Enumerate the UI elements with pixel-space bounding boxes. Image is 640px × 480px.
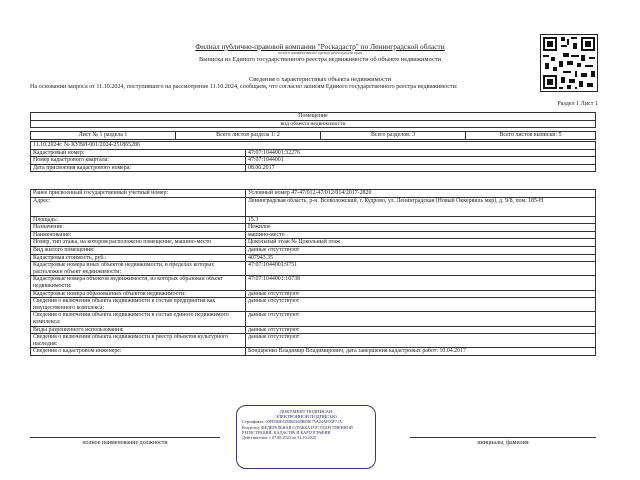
table-row (31, 190, 596, 198)
position-caption: полное наименование должности (82, 440, 168, 446)
basis-text: На основании запроса от 11.10.2024, поступившего на рассмотрение 11.10.2024, сообщаем, что согласно записям Единого государственного реестра недвижимости: (30, 84, 458, 90)
row-value: данные отсутствуют (246, 290, 596, 298)
row-value: Нежилое (246, 224, 596, 232)
total-sections: Всего разделов: 3 (321, 132, 466, 140)
section-title: Сведения о характеристиках объекта недвижимости (248, 76, 392, 83)
row-label: Кадастровые номера образованных объектов недвижимости: (31, 290, 246, 298)
row-label: Сведения о включении объекта недвижимости в состав предприятия как имущественного комплекса: (31, 298, 246, 312)
table-row (31, 197, 596, 216)
table-row (31, 254, 596, 262)
row-label: Сведения о включении объекта недвижимости в состав единого недвижимого комплекса: (31, 312, 246, 326)
row-value: Ленинградская область, р-н. Всеволожский, г. Кудрово, ул. Ленинградская (Новый Оккервиль мкр), д. 9/8, пом. 185-Н (246, 197, 596, 216)
table-row (31, 298, 596, 312)
row-value: данные отсутствуют (246, 312, 596, 326)
org-caption: полное наименование органа регистрации прав (277, 50, 363, 55)
row-label: Кадастровый номер: (31, 149, 246, 157)
table-row (31, 262, 596, 276)
extract-title: Выписка из Единого государственного реестра недвижимости об объекте недвижимости (198, 56, 441, 63)
table-row (31, 334, 596, 348)
row-value: 47:07:1044001:10738 (246, 276, 596, 290)
row-value: Бондаренко Владимир Владимирович, дата завершения кадастровых работ: 10.04.2017 (246, 348, 596, 356)
table-row (31, 326, 596, 334)
row-label: Наименование: (31, 231, 246, 239)
table-row (31, 276, 596, 290)
details-table (30, 189, 596, 356)
table-row (31, 290, 596, 298)
object-type-caption: вид объекта недвижимости (31, 120, 596, 128)
stamp-validity: Действителен: с 07.08.2024 по 31.10.2025 (242, 435, 317, 441)
document-number: 11.10.2024г. № КУВИ-001/2024-251865286 (31, 142, 596, 150)
org-name: Филиал публично-правовой компании "Роскадастр" по Ленинградской области (195, 42, 445, 51)
table-row (31, 348, 596, 356)
table-row (31, 231, 596, 239)
qr-code (540, 34, 598, 92)
row-value: 47:07:1044001:9751 (246, 262, 596, 276)
qr-code-icon (541, 35, 597, 91)
row-label: Площадь: (31, 216, 246, 224)
row-label: Вид жилого помещения: (31, 246, 246, 254)
section-sheet: Раздел 1 Лист 1 (557, 101, 598, 107)
row-value: данные отсутствуют (246, 298, 596, 312)
row-value: данные отсутствуют (246, 326, 596, 334)
position-line (30, 437, 220, 438)
object-type-table (30, 112, 596, 128)
row-value: Условный номер 47-47/012-47/012/014/2017-2820 (246, 190, 596, 198)
row-value: 407943.35 (246, 254, 596, 262)
row-label: Адрес: (31, 197, 246, 216)
row-value: Цокольный этаж № Цокольный этаж (246, 239, 596, 247)
row-label: Виды разрешенного использования: (31, 326, 246, 334)
row-value: 08.06.2017 (246, 164, 596, 172)
row-value: 15.3 (246, 216, 596, 224)
row-label: Номер кадастрового квартала: (31, 157, 246, 165)
row-label: Кадастровые номера объектов недвижимости, из которых образован объект недвижимости: (31, 276, 246, 290)
stamp-certificate: Сертификат: 00FD5BECDB60368BE8E75A24AF06F71A (242, 419, 343, 425)
summary-table (30, 141, 596, 172)
stamp-owner: Владелец: ФЕДЕРАЛЬНАЯ СЛУЖБА ГОСУДАРСТВЕННОЙ (242, 424, 353, 430)
row-label: Сведения о включении объекта недвижимости в реестр объектов культурного наследия: (31, 334, 246, 348)
table-row (31, 216, 596, 224)
object-type: Помещение (31, 113, 596, 121)
row-label: Сведения о кадастровом инженере: (31, 348, 246, 356)
row-label: Ранее присвоенный государственный учетный номер: (31, 190, 246, 198)
row-value: данные отсутствуют (246, 246, 596, 254)
electronic-signature-stamp (236, 405, 376, 469)
total-sheets-section: Всего листов раздела 1: 2 (176, 132, 321, 140)
row-value: машино-место (246, 231, 596, 239)
table-row (31, 246, 596, 254)
table-row (31, 224, 596, 232)
initials-caption: инициалы, фамилия (477, 440, 529, 446)
row-label: Дата присвоения кадастрового номера: (31, 164, 246, 172)
table-row (31, 239, 596, 247)
row-label: Номер, тип этажа, на котором расположено помещение, машино-место (31, 239, 246, 247)
stamp-title: ДОКУМЕНТ ПОДПИСАН (279, 409, 333, 414)
table-row (31, 157, 596, 165)
row-value: 47:07:1044001 (246, 157, 596, 165)
table-row (31, 149, 596, 157)
row-value: 47:07:1044001:32276 (246, 149, 596, 157)
row-label: Назначение: (31, 224, 246, 232)
total-sheets-extract: Всего листов выписки: 5 (466, 132, 596, 140)
table-row (31, 164, 596, 172)
row-value: данные отсутствуют (246, 334, 596, 348)
initials-line (410, 437, 596, 438)
row-label: Кадастровая стоимость, руб.: (31, 254, 246, 262)
sheet-info-table (30, 131, 596, 140)
stamp-owner-2: РЕГИСТРАЦИИ, КАДАСТРА И КАРТОГРАФИИ (242, 429, 331, 435)
stamp-title-2: ЭЛЕКТРОННОЙ ПОДПИСЬЮ (275, 414, 337, 420)
sheet-number: Лист № 1 раздела 1 (31, 132, 176, 140)
row-label: Кадастровые номера иных объектов недвижимости, в пределах которых расположен объект недвижимости: (31, 262, 246, 276)
table-row (31, 312, 596, 326)
